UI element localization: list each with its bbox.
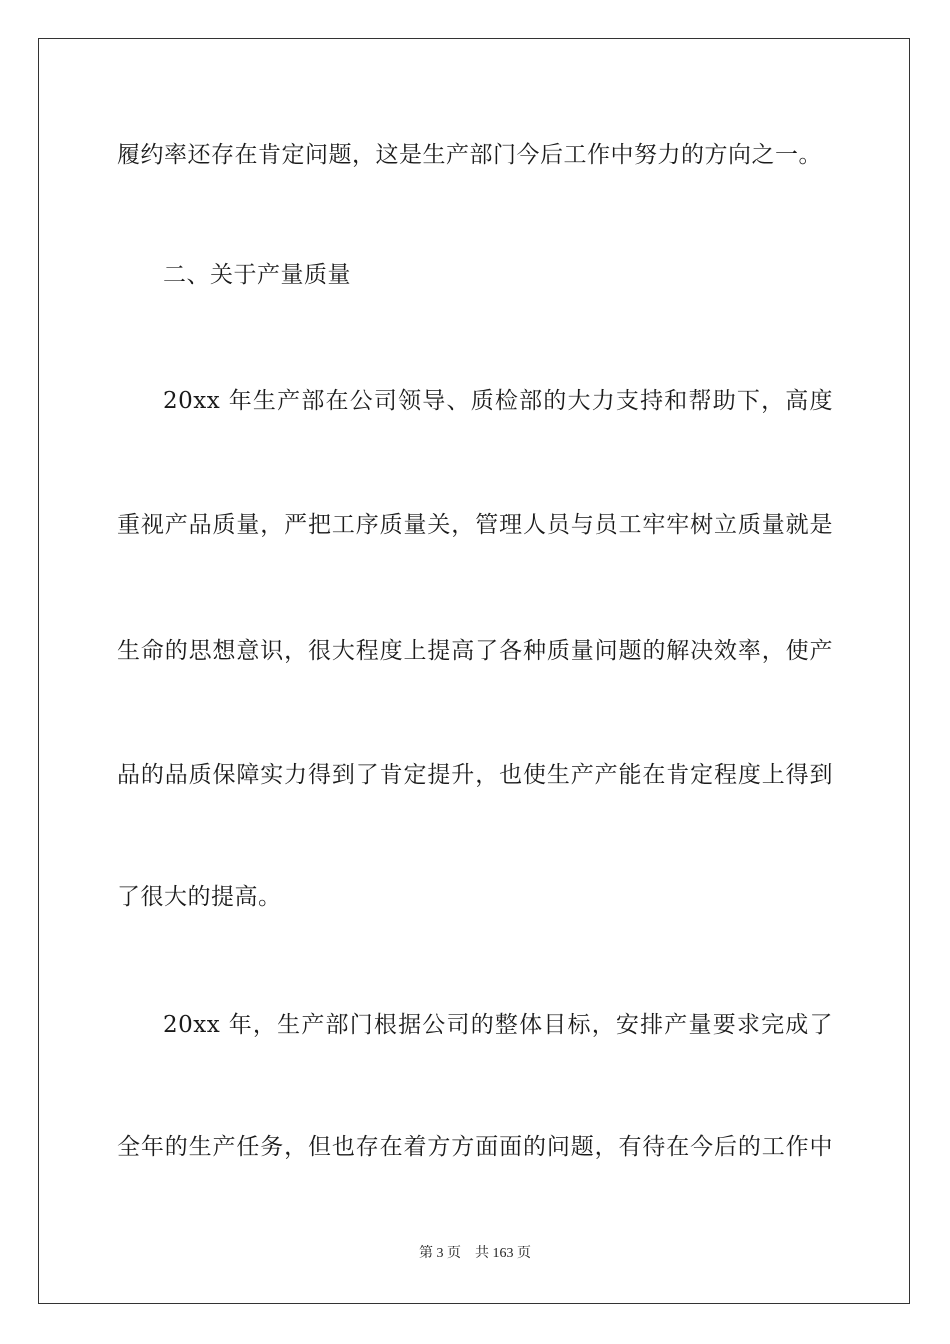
text-line-8: 20xx 年，生产部门根据公司的整体目标，安排产量要求完成了 [163, 1012, 833, 1038]
page-number: 第 3 页 [419, 1246, 461, 1261]
text-line-4: 重视产品质量，严把工序质量关，管理人员与员工牢牢树立质量就是 [117, 512, 833, 538]
text-line-1: 履约率还存在肯定问题，这是生产部门今后工作中努力的方向之一。 [117, 142, 822, 168]
text-line-3: 20xx 年生产部在公司领导、质检部的大力支持和帮助下，高度 [163, 388, 833, 414]
text-line-5: 生命的思想意识，很大程度上提高了各种质量问题的解决效率，使产 [117, 638, 833, 664]
text-line-6: 品的品质保障实力得到了肯定提升，也使生产产能在肯定程度上得到 [117, 762, 833, 788]
section-heading: 二、关于产量质量 [163, 262, 351, 288]
text-line-9: 全年的生产任务，但也存在着方方面面的问题，有待在今后的工作中 [117, 1134, 833, 1160]
page-border [38, 38, 910, 1304]
page-total: 共 163 页 [475, 1246, 531, 1261]
text-line-7: 了很大的提高。 [117, 884, 282, 910]
page-footer [0, 1244, 950, 1264]
